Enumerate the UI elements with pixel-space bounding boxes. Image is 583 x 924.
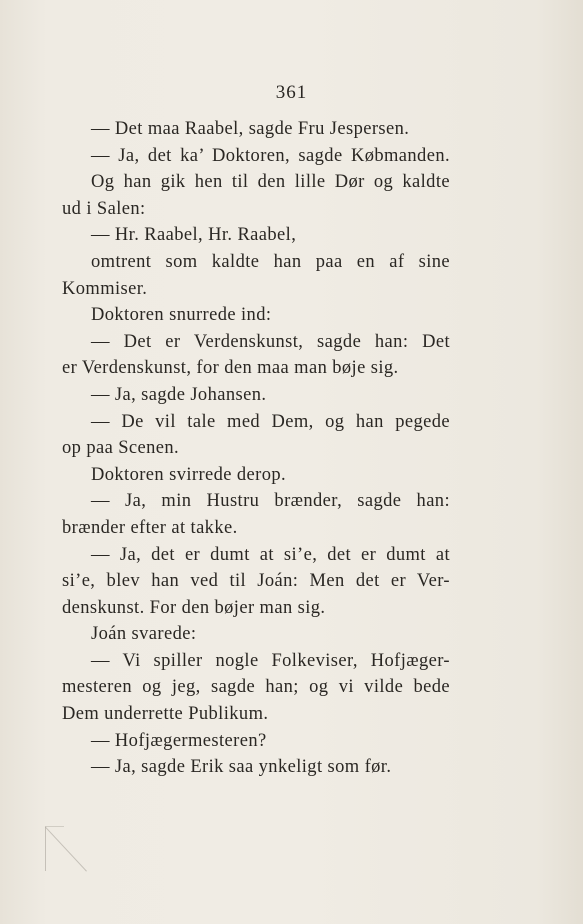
text-line: ud i Salen:: [62, 198, 146, 219]
text-line: Doktoren snurrede ind:: [91, 305, 272, 326]
text-line: op paa Scenen.: [62, 438, 180, 459]
text-line: — Det maa Raabel, sagde Fru Jespersen.: [91, 119, 410, 139]
text-line: Kommiser.: [62, 278, 148, 299]
text-line: brænder efter at takke.: [62, 517, 238, 538]
body-text: [62, 116, 450, 781]
text-line: omtrent som kaldte han paa en af sine: [91, 251, 450, 272]
text-line: — Hr. Raabel, Hr. Raabel,: [91, 225, 297, 246]
page-number: 361: [275, 82, 308, 103]
text-line: — Hofjægermesteren?: [91, 730, 267, 751]
text-line: — Ja, sagde Erik saa ynkeligt som før.: [91, 757, 392, 778]
text-line: Joán svarede:: [91, 624, 197, 645]
text-line: — Det er Verdenskunst, sagde han: Det: [91, 331, 450, 352]
text-line: er Verdenskunst, for den maa man bøje sig.: [62, 358, 399, 379]
text-line: Og han gik hen til den lille Dør og kaldte: [91, 172, 450, 193]
text-line: si’e, blev han ved til Joán: Men det er Ver-: [62, 571, 450, 592]
text-line: mesteren og jeg, sagde han; og vi vilde bede: [62, 677, 450, 698]
text-line: Dem underrette Publikum.: [62, 704, 269, 725]
text-line: — Ja, min Hustru brænder, sagde han:: [91, 491, 450, 512]
text-line: — Ja, sagde Johansen.: [91, 384, 267, 405]
corner-stamp-mark: [45, 826, 64, 871]
text-line: — De vil tale med Dem, og han pegede: [91, 411, 450, 432]
text-line: Doktoren svirrede derop.: [91, 464, 287, 485]
text-line: — Vi spiller nogle Folkeviser, Hofjæger-: [91, 650, 450, 671]
text-line: — Ja, det er dumt at si’e, det er dumt at: [91, 544, 450, 565]
text-line: denskunst. For den bøjer man sig.: [62, 597, 326, 618]
text-line: — Ja, det ka’ Doktoren, sagde Købmanden.: [91, 145, 450, 166]
